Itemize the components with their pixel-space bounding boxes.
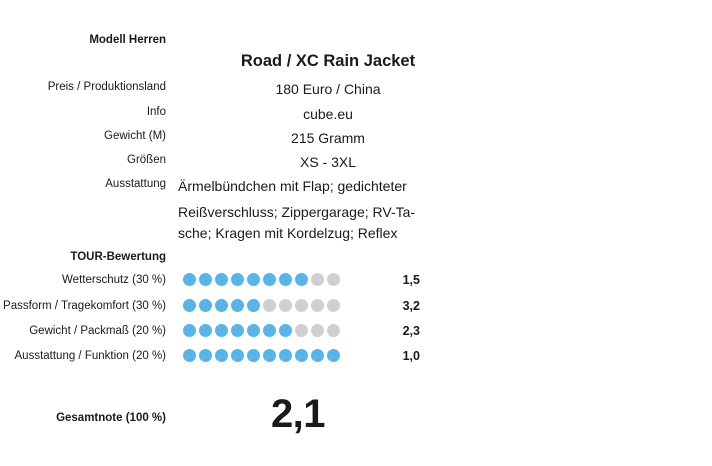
field-label-features: Ausstattung <box>105 178 166 190</box>
field-value-weight: 215 Gramm <box>291 130 365 146</box>
field-value-features-line-2: Reißverschluss; Zippergarage; RV-Ta- <box>178 204 416 220</box>
rating-dot-filled <box>231 349 244 362</box>
rating-label-weight-packsize: Gewicht / Packmaß (20 %) <box>29 325 166 337</box>
rating-dot-empty <box>279 299 292 312</box>
rating-dot-filled <box>199 349 212 362</box>
rating-dot-filled <box>247 299 260 312</box>
rating-dot-empty <box>327 324 340 337</box>
rating-dot-filled <box>231 273 244 286</box>
rating-dot-filled <box>199 299 212 312</box>
field-value-price: 180 Euro / China <box>275 81 381 97</box>
rating-dot-filled <box>231 324 244 337</box>
field-value-sizes: XS - 3XL <box>299 154 357 170</box>
rating-dot-empty <box>327 273 340 286</box>
rating-dot-filled <box>247 324 260 337</box>
rating-dot-empty <box>295 299 308 312</box>
rating-score-weight-packsize: 2,3 <box>402 324 420 338</box>
rating-dot-filled <box>279 324 292 337</box>
rating-dot-filled <box>215 349 228 362</box>
rating-dot-empty <box>311 299 324 312</box>
rating-label-fit: Passform / Tragekomfort (30 %) <box>3 300 166 312</box>
rating-dot-filled <box>263 273 276 286</box>
total-value: 2,1 <box>270 392 326 436</box>
rating-dot-filled <box>247 349 260 362</box>
rating-dot-filled <box>279 273 292 286</box>
rating-dot-filled <box>199 324 212 337</box>
rating-dot-filled <box>311 349 324 362</box>
rating-score-features-function: 1,0 <box>402 349 420 363</box>
field-value-features-line-3: sche; Kragen mit Kordelzug; Reflex <box>178 225 398 241</box>
rating-dot-filled <box>183 299 196 312</box>
rating-dots-weatherprotection <box>183 273 340 286</box>
field-label-weight: Gewicht (M) <box>104 130 166 142</box>
rating-score-weatherprotection: 1,5 <box>402 273 420 287</box>
rating-dot-empty <box>295 324 308 337</box>
rating-dot-filled <box>295 273 308 286</box>
rating-dot-filled <box>215 324 228 337</box>
total-label: Gesamtnote (100 %) <box>56 412 166 424</box>
rating-dot-filled <box>231 299 244 312</box>
product-name: Road / XC Rain Jacket <box>240 52 416 70</box>
rating-dots-features-function <box>183 349 340 362</box>
rating-dot-filled <box>215 299 228 312</box>
rating-dot-filled <box>247 273 260 286</box>
rating-dot-filled <box>295 349 308 362</box>
rating-dot-filled <box>327 349 340 362</box>
rating-dot-filled <box>183 324 196 337</box>
rating-label-features-function: Ausstattung / Funktion (20 %) <box>14 350 166 362</box>
rating-dot-filled <box>183 349 196 362</box>
rating-dots-weight-packsize <box>183 324 340 337</box>
rating-dot-filled <box>215 273 228 286</box>
rating-dot-filled <box>199 273 212 286</box>
rating-dot-filled <box>263 349 276 362</box>
rating-dot-empty <box>263 299 276 312</box>
rating-score-fit: 3,2 <box>402 299 420 313</box>
field-label-info: Info <box>146 106 166 118</box>
field-value-info: cube.eu <box>303 106 353 122</box>
section-header-label: Modell Herren <box>89 34 166 46</box>
rating-dot-empty <box>327 299 340 312</box>
rating-dot-empty <box>311 273 324 286</box>
field-label-price: Preis / Produktionsland <box>47 81 166 93</box>
rating-label-weatherprotection: Wetterschutz (30 %) <box>62 274 166 286</box>
rating-dot-filled <box>183 273 196 286</box>
rating-dot-filled <box>279 349 292 362</box>
rating-header-label: TOUR-Bewertung <box>70 251 166 263</box>
rating-dots-fit <box>183 299 340 312</box>
rating-dot-filled <box>263 324 276 337</box>
field-label-sizes: Größen <box>127 154 166 166</box>
field-value-features-line-1: Ärmelbündchen mit Flap; gedichteter <box>178 178 407 194</box>
rating-dot-empty <box>311 324 324 337</box>
